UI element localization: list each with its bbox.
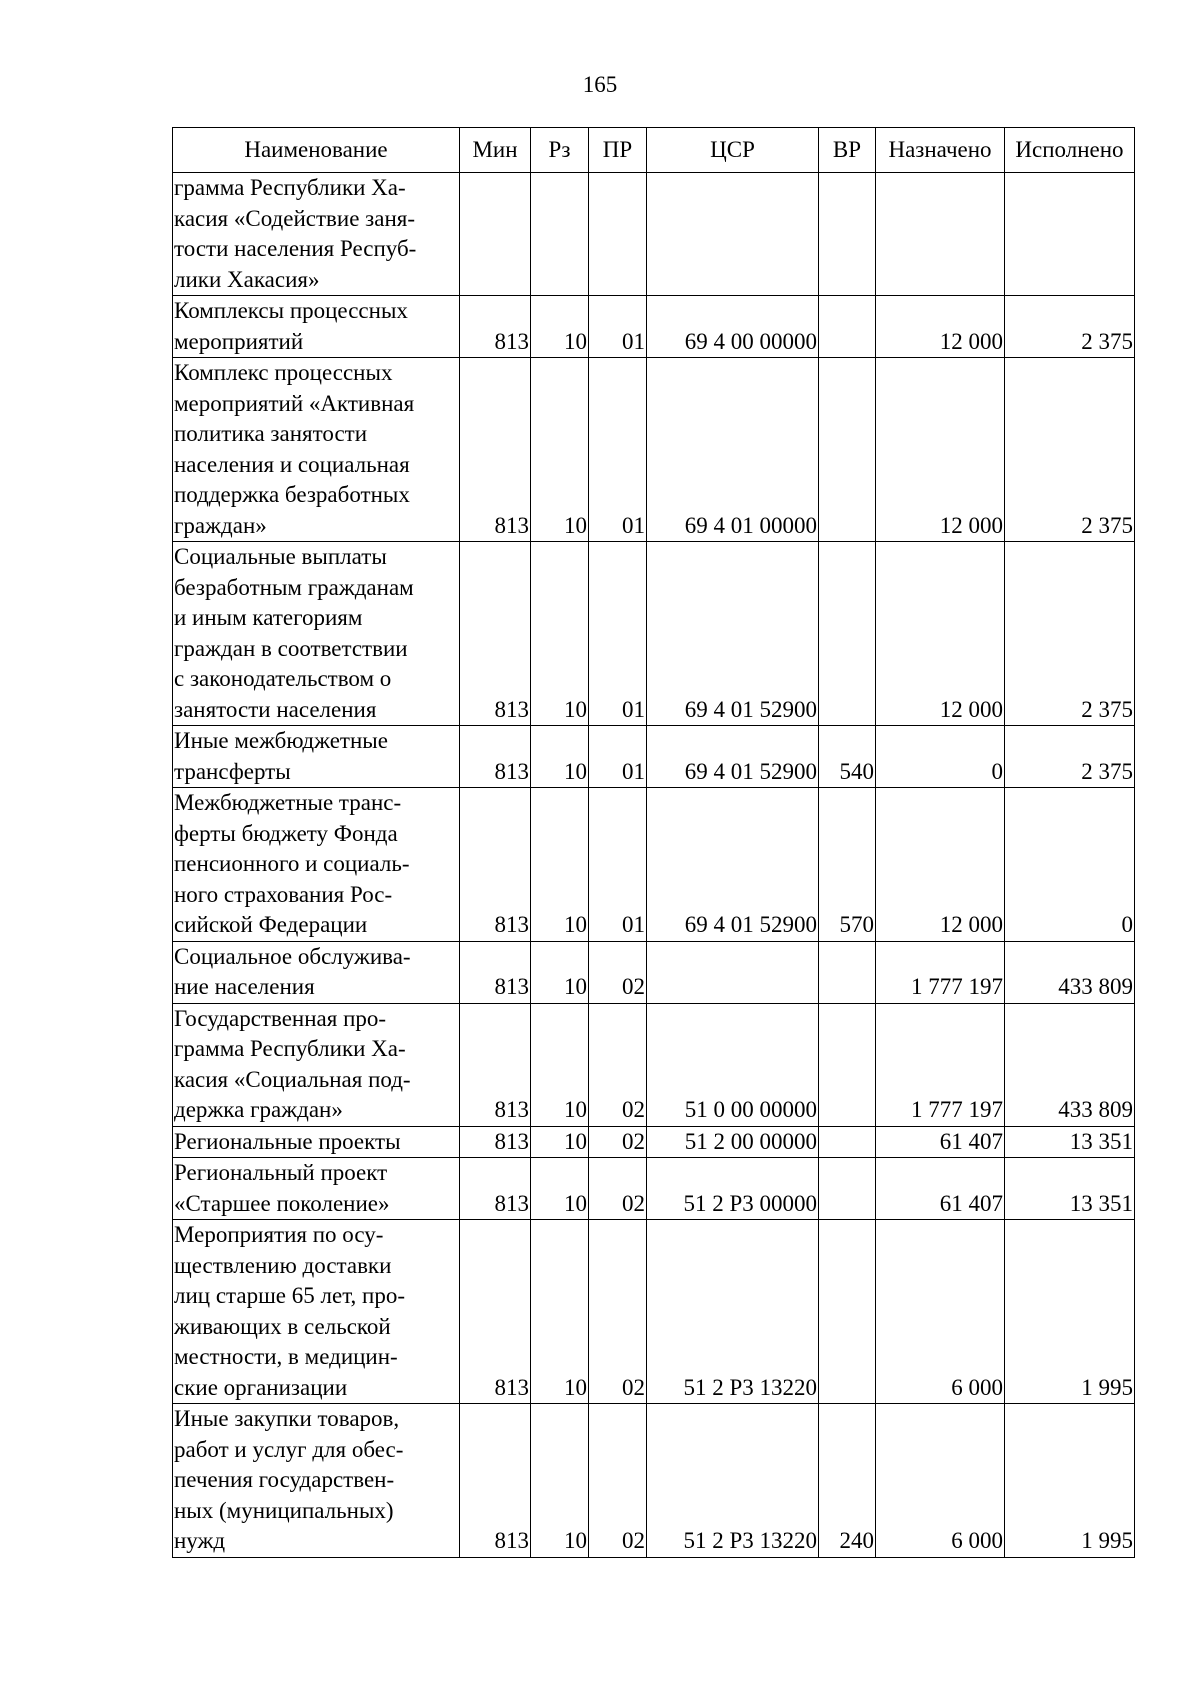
executed-cell: 0 [1005,788,1135,942]
min-cell: 813 [460,941,531,1003]
column-min-header: Мин [460,128,531,173]
assigned-cell: 6 000 [876,1220,1005,1404]
table-row [173,788,1135,942]
executed-cell: 13 351 [1005,1126,1135,1158]
min-cell [460,173,531,296]
column-csr-header: ЦСР [647,128,819,173]
min-cell: 813 [460,1404,531,1558]
rz-cell: 10 [531,296,589,358]
table-row [173,173,1135,296]
table-row [173,941,1135,1003]
table-body [173,173,1135,1558]
rz-cell: 10 [531,1126,589,1158]
rz-cell: 10 [531,358,589,542]
assigned-cell: 0 [876,726,1005,788]
table-header [173,128,1135,173]
table-row [173,1158,1135,1220]
page-number: 165 [582,72,618,97]
table-row [173,1220,1135,1404]
csr-cell [647,941,819,1003]
name-cell: Комплексы процессных мероприятий [173,296,460,358]
vr-cell [819,296,876,358]
rz-cell: 10 [531,941,589,1003]
min-cell: 813 [460,358,531,542]
csr-cell: 69 4 01 52900 [647,726,819,788]
min-cell: 813 [460,1126,531,1158]
name-cell: грамма Республики Ха- касия «Содействие заня- тости населения Респуб- лики Хакасия» [173,173,460,296]
executed-cell: 2 375 [1005,358,1135,542]
column-executed-header: Исполнено [1005,128,1135,173]
table-row [173,726,1135,788]
pr-cell: 01 [589,726,647,788]
table-row [173,358,1135,542]
csr-cell: 51 2 00 00000 [647,1126,819,1158]
assigned-cell [876,173,1005,296]
rz-cell: 10 [531,726,589,788]
rz-cell [531,173,589,296]
column-rz-header: Рз [531,128,589,173]
min-cell: 813 [460,788,531,942]
name-cell: Государственная про- грамма Республики Ха- касия «Социальная под- держка граждан» [173,1003,460,1126]
executed-cell: 1 995 [1005,1404,1135,1558]
table-row [173,1404,1135,1558]
executed-cell: 1 995 [1005,1220,1135,1404]
csr-cell: 51 2 P3 13220 [647,1220,819,1404]
rz-cell: 10 [531,542,589,726]
vr-cell: 540 [819,726,876,788]
min-cell: 813 [460,726,531,788]
vr-cell [819,542,876,726]
vr-cell [819,358,876,542]
executed-cell: 433 809 [1005,1003,1135,1126]
min-cell: 813 [460,542,531,726]
assigned-cell: 61 407 [876,1126,1005,1158]
name-cell: Социальные выплаты безработным гражданам и иным категориям граждан в соответствии с законодательством о занятости населения [173,542,460,726]
vr-cell [819,1158,876,1220]
name-cell: Иные межбюджетные трансферты [173,726,460,788]
vr-cell: 240 [819,1404,876,1558]
vr-cell: 570 [819,788,876,942]
vr-cell [819,1003,876,1126]
column-assigned-header: Назначено [876,128,1005,173]
assigned-cell: 12 000 [876,358,1005,542]
vr-cell [819,941,876,1003]
csr-cell: 69 4 00 00000 [647,296,819,358]
assigned-cell: 12 000 [876,296,1005,358]
column-name-header: Наименование [173,128,460,173]
name-cell: Межбюджетные транс- ферты бюджету Фонда пенсионного и социаль- ного страхования Рос- сийской Федерации [173,788,460,942]
name-cell: Иные закупки товаров, работ и услуг для обес- печения государствен- ных (муниципальных) нужд [173,1404,460,1558]
executed-cell: 2 375 [1005,296,1135,358]
vr-cell [819,173,876,296]
executed-cell: 13 351 [1005,1158,1135,1220]
pr-cell: 01 [589,788,647,942]
pr-cell: 02 [589,1003,647,1126]
table-row [173,296,1135,358]
pr-cell: 02 [589,1404,647,1558]
rz-cell: 10 [531,788,589,942]
csr-cell [647,173,819,296]
executed-cell: 2 375 [1005,726,1135,788]
csr-cell: 69 4 01 52900 [647,788,819,942]
rz-cell: 10 [531,1404,589,1558]
rz-cell: 10 [531,1220,589,1404]
pr-cell: 01 [589,542,647,726]
table-row [173,1003,1135,1126]
vr-cell [819,1220,876,1404]
pr-cell: 02 [589,1158,647,1220]
min-cell: 813 [460,1220,531,1404]
column-vr-header: ВР [819,128,876,173]
min-cell: 813 [460,296,531,358]
name-cell: Региональные проекты [173,1126,460,1158]
pr-cell: 02 [589,1220,647,1404]
executed-cell: 433 809 [1005,941,1135,1003]
assigned-cell: 6 000 [876,1404,1005,1558]
rz-cell: 10 [531,1158,589,1220]
rz-cell: 10 [531,1003,589,1126]
pr-cell: 01 [589,296,647,358]
name-cell: Комплекс процессных мероприятий «Активная политика занятости населения и социальная поддержка безработных граждан» [173,358,460,542]
column-pr-header: ПР [589,128,647,173]
min-cell: 813 [460,1003,531,1126]
budget-table [172,127,1135,1558]
pr-cell: 01 [589,358,647,542]
table-row [173,542,1135,726]
table-row [173,1126,1135,1158]
name-cell: Социальное обслужива- ние населения [173,941,460,1003]
header-row [173,128,1135,173]
assigned-cell: 12 000 [876,542,1005,726]
assigned-cell: 61 407 [876,1158,1005,1220]
assigned-cell: 12 000 [876,788,1005,942]
pr-cell [589,173,647,296]
name-cell: Мероприятия по осу- ществлению доставки лиц старше 65 лет, про- живающих в сельской местности, в медицин- ские организации [173,1220,460,1404]
min-cell: 813 [460,1158,531,1220]
pr-cell: 02 [589,1126,647,1158]
csr-cell: 51 2 P3 13220 [647,1404,819,1558]
csr-cell: 51 0 00 00000 [647,1003,819,1126]
executed-cell [1005,173,1135,296]
csr-cell: 69 4 01 00000 [647,358,819,542]
csr-cell: 51 2 P3 00000 [647,1158,819,1220]
executed-cell: 2 375 [1005,542,1135,726]
pr-cell: 02 [589,941,647,1003]
name-cell: Региональный проект «Старшее поколение» [173,1158,460,1220]
assigned-cell: 1 777 197 [876,1003,1005,1126]
vr-cell [819,1126,876,1158]
csr-cell: 69 4 01 52900 [647,542,819,726]
assigned-cell: 1 777 197 [876,941,1005,1003]
